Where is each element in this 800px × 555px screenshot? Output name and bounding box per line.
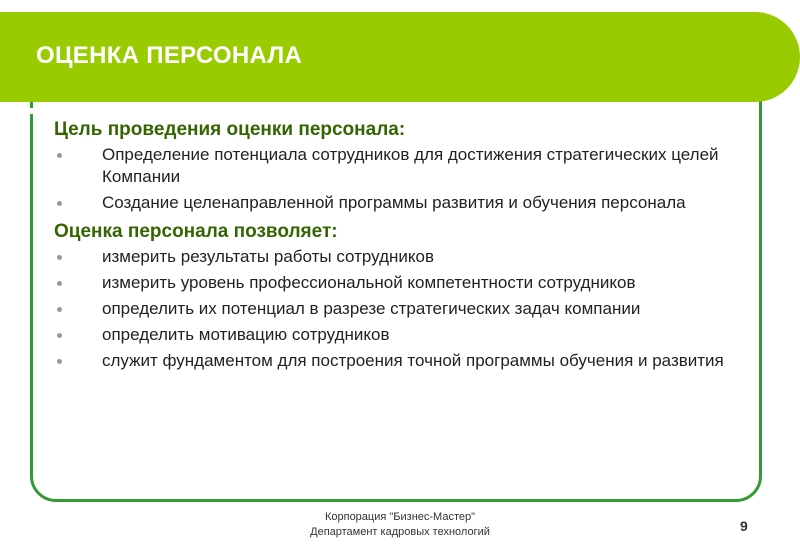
bullet-icon — [57, 359, 62, 364]
list-item-text: Создание целенаправленной программы развития и обучения персонала — [102, 193, 686, 212]
list-item-text: измерить уровень профессиональной компетентности сотрудников — [102, 273, 636, 292]
bullet-icon — [57, 153, 62, 158]
list-item-text: измерить результаты работы сотрудников — [102, 247, 434, 266]
slide-content — [54, 116, 744, 376]
footer-company: Корпорация "Бизнес-Мастер" — [324, 511, 476, 523]
bullet-icon — [57, 281, 62, 286]
page-number: 9 — [740, 518, 748, 534]
slide-title: ОЦЕНКА ПЕРСОНАЛА — [36, 42, 303, 69]
footer-department: Департамент кадровых технологий — [310, 526, 490, 538]
goal-list — [54, 144, 744, 214]
list-item-text: определить мотивацию сотрудников — [102, 325, 390, 344]
list-item — [54, 246, 744, 268]
bullet-icon — [57, 255, 62, 260]
list-item — [54, 272, 744, 294]
list-item — [54, 192, 744, 214]
list-item-text: определить их потенциал в разрезе стратегических задач компании — [102, 299, 641, 318]
list-item — [54, 350, 744, 372]
list-item — [54, 324, 744, 346]
list-item-text: Определение потенциала сотрудников для достижения стратегических целей Компании — [102, 145, 719, 186]
section-heading-benefits: Оценка персонала позволяет: — [54, 221, 338, 242]
title-underline — [0, 108, 706, 114]
title-bar — [0, 12, 800, 102]
list-item — [54, 298, 744, 320]
footer — [260, 510, 540, 540]
section-heading-goal: Цель проведения оценки персонала: — [54, 119, 406, 140]
list-item — [54, 144, 744, 188]
list-item-text: служит фундаментом для построения точной программы обучения и развития — [102, 351, 724, 370]
bullet-icon — [57, 201, 62, 206]
bullet-icon — [57, 307, 62, 312]
bullet-icon — [57, 333, 62, 338]
benefits-list — [54, 246, 744, 372]
